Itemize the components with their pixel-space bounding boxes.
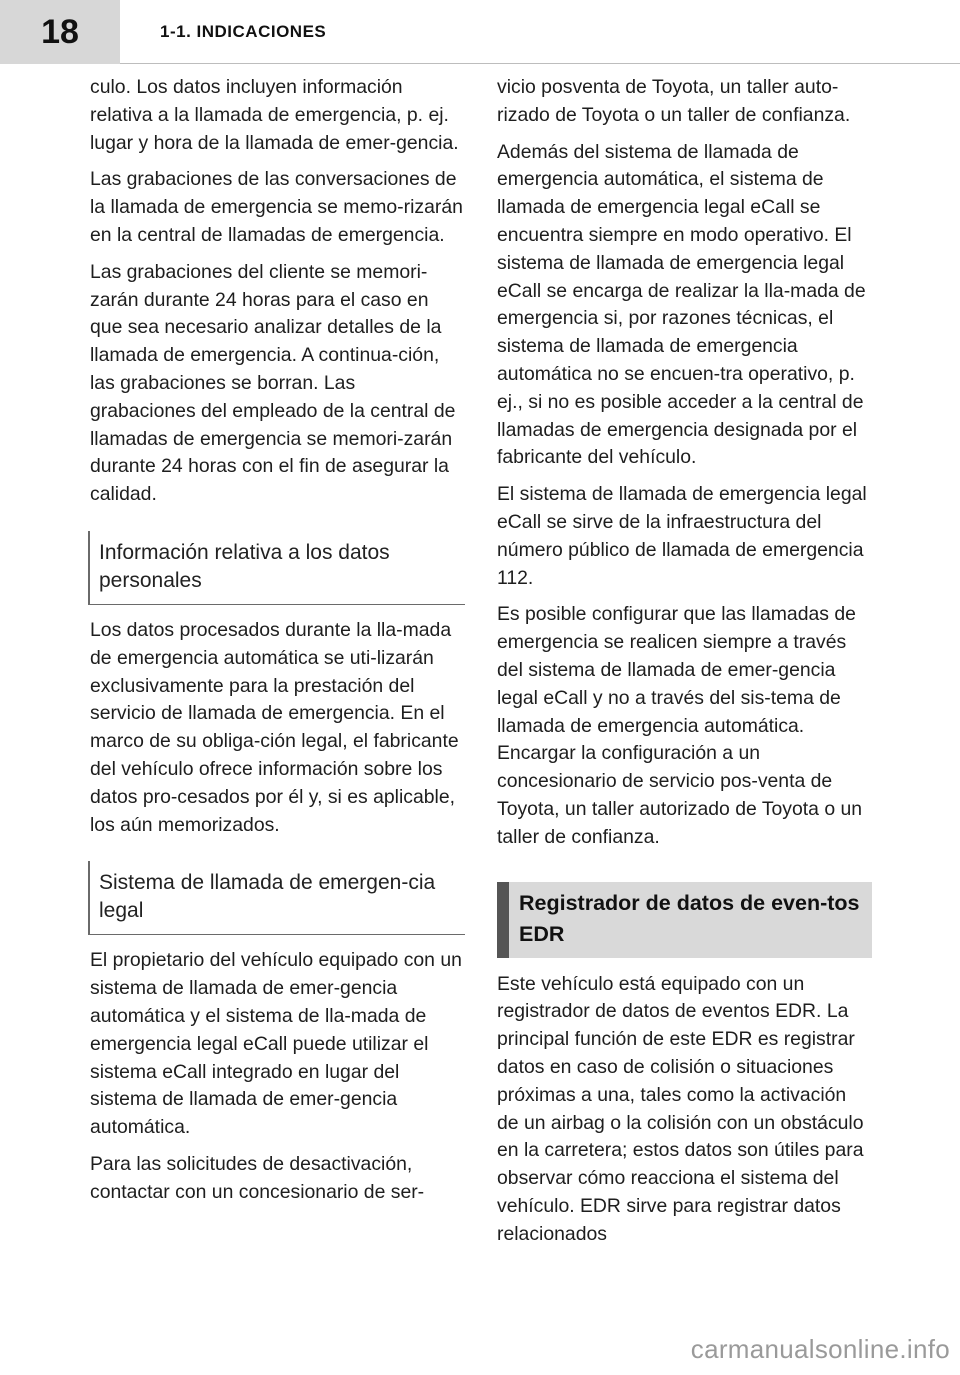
body-paragraph: Las grabaciones del cliente se memori-zarán durante 24 horas para el caso en que sea necesario analizar detalles de la llamada de emergencia. A continua-ción, las grabaciones se borran. Las grabaciones del empleado de la central de llamadas de emergencia se memori-zarán durante 24 horas con el fin de asegurar la calidad. <box>90 260 456 506</box>
right-column <box>497 74 872 1257</box>
body-paragraph: El propietario del vehículo equipado con un sistema de llamada de emer-gencia automática y el sistema de lla-mada de emergencia legal eCall puede utilizar el sistema eCall integrado en lugar del sistema de llamada de emer-gencia automática. <box>90 949 462 1139</box>
body-paragraph: Además del sistema de llamada de emergencia automática, el sistema de llamada de emergencia legal eCall se encuentra siempre en modo operativo. El sistema de llamada de emergencia legal eCall se encarga de realizar la lla-mada de emergencia si, por razones técnicas, el sistema de llamada de emergencia automática no se encuen-tra operativo, p. ej., si no es posible acceder a la central de llamadas de emergencia designada por el fabricante del vehículo. <box>497 140 866 469</box>
body-paragraph: Para las solicitudes de desactivación, contactar con un concesionario de ser- <box>90 1152 425 1203</box>
body-paragraph: Los datos procesados durante la lla-mada de emergencia automática se uti-lizarán exclusivamente para la prestación del servicio de llamada de emergencia. En el marco de su obliga-ción legal, el fabricante del vehículo ofrece información sobre los datos pro-cesados por él y, si es aplicable, los aún memorizados. <box>90 618 459 836</box>
site-watermark: carmanualsonline.info <box>690 1334 950 1364</box>
header-divider <box>120 63 960 64</box>
body-paragraph: Es posible configurar que las llamadas de emergencia se realicen siempre a través del sistema de llamada de emer-gencia legal eCall y no a través del sis-tema de llamada de emergencia automática. Encargar la configuración a un concesionario de servicio pos-venta de Toyota, un taller autorizado de Toyota o un taller de confianza. <box>497 603 863 848</box>
subheading-legal-ecall: Sistema de llamada de emergen-cia legal <box>88 861 465 935</box>
chapter-title: 1-1. INDICACIONES <box>160 22 327 41</box>
left-column <box>90 74 465 1216</box>
body-paragraph: Las grabaciones de las conversaciones de la llamada de emergencia se memo-rizarán en la central de llamadas de emergencia. <box>90 168 463 246</box>
page-number: 18 <box>0 0 120 64</box>
body-paragraph: El sistema de llamada de emergencia legal eCall se sirve de la infraestructura del número público de llamada de emergencia 112. <box>497 483 867 589</box>
body-paragraph: culo. Los datos incluyen información relativa a la llamada de emergencia, p. ej. lugar y hora de la llamada de emer-gencia. <box>90 76 459 154</box>
subheading-personal-data: Información relativa a los datos personales <box>88 531 465 605</box>
body-paragraph: vicio posventa de Toyota, un taller auto-rizado de Toyota o un taller de confianza. <box>497 76 851 126</box>
body-paragraph: Este vehículo está equipado con un registrador de datos de eventos EDR. La principal función de este EDR es registrar datos en caso de colisión o situaciones próximas a una, tales como la activación de un airbag o la colisión con un obstáculo en la carretera; estos datos son útiles para observar cómo reacciona el sistema del vehículo. EDR sirve para registrar datos relacionados <box>497 972 864 1245</box>
section-title-edr: Registrador de datos de even-tos EDR <box>497 882 872 958</box>
